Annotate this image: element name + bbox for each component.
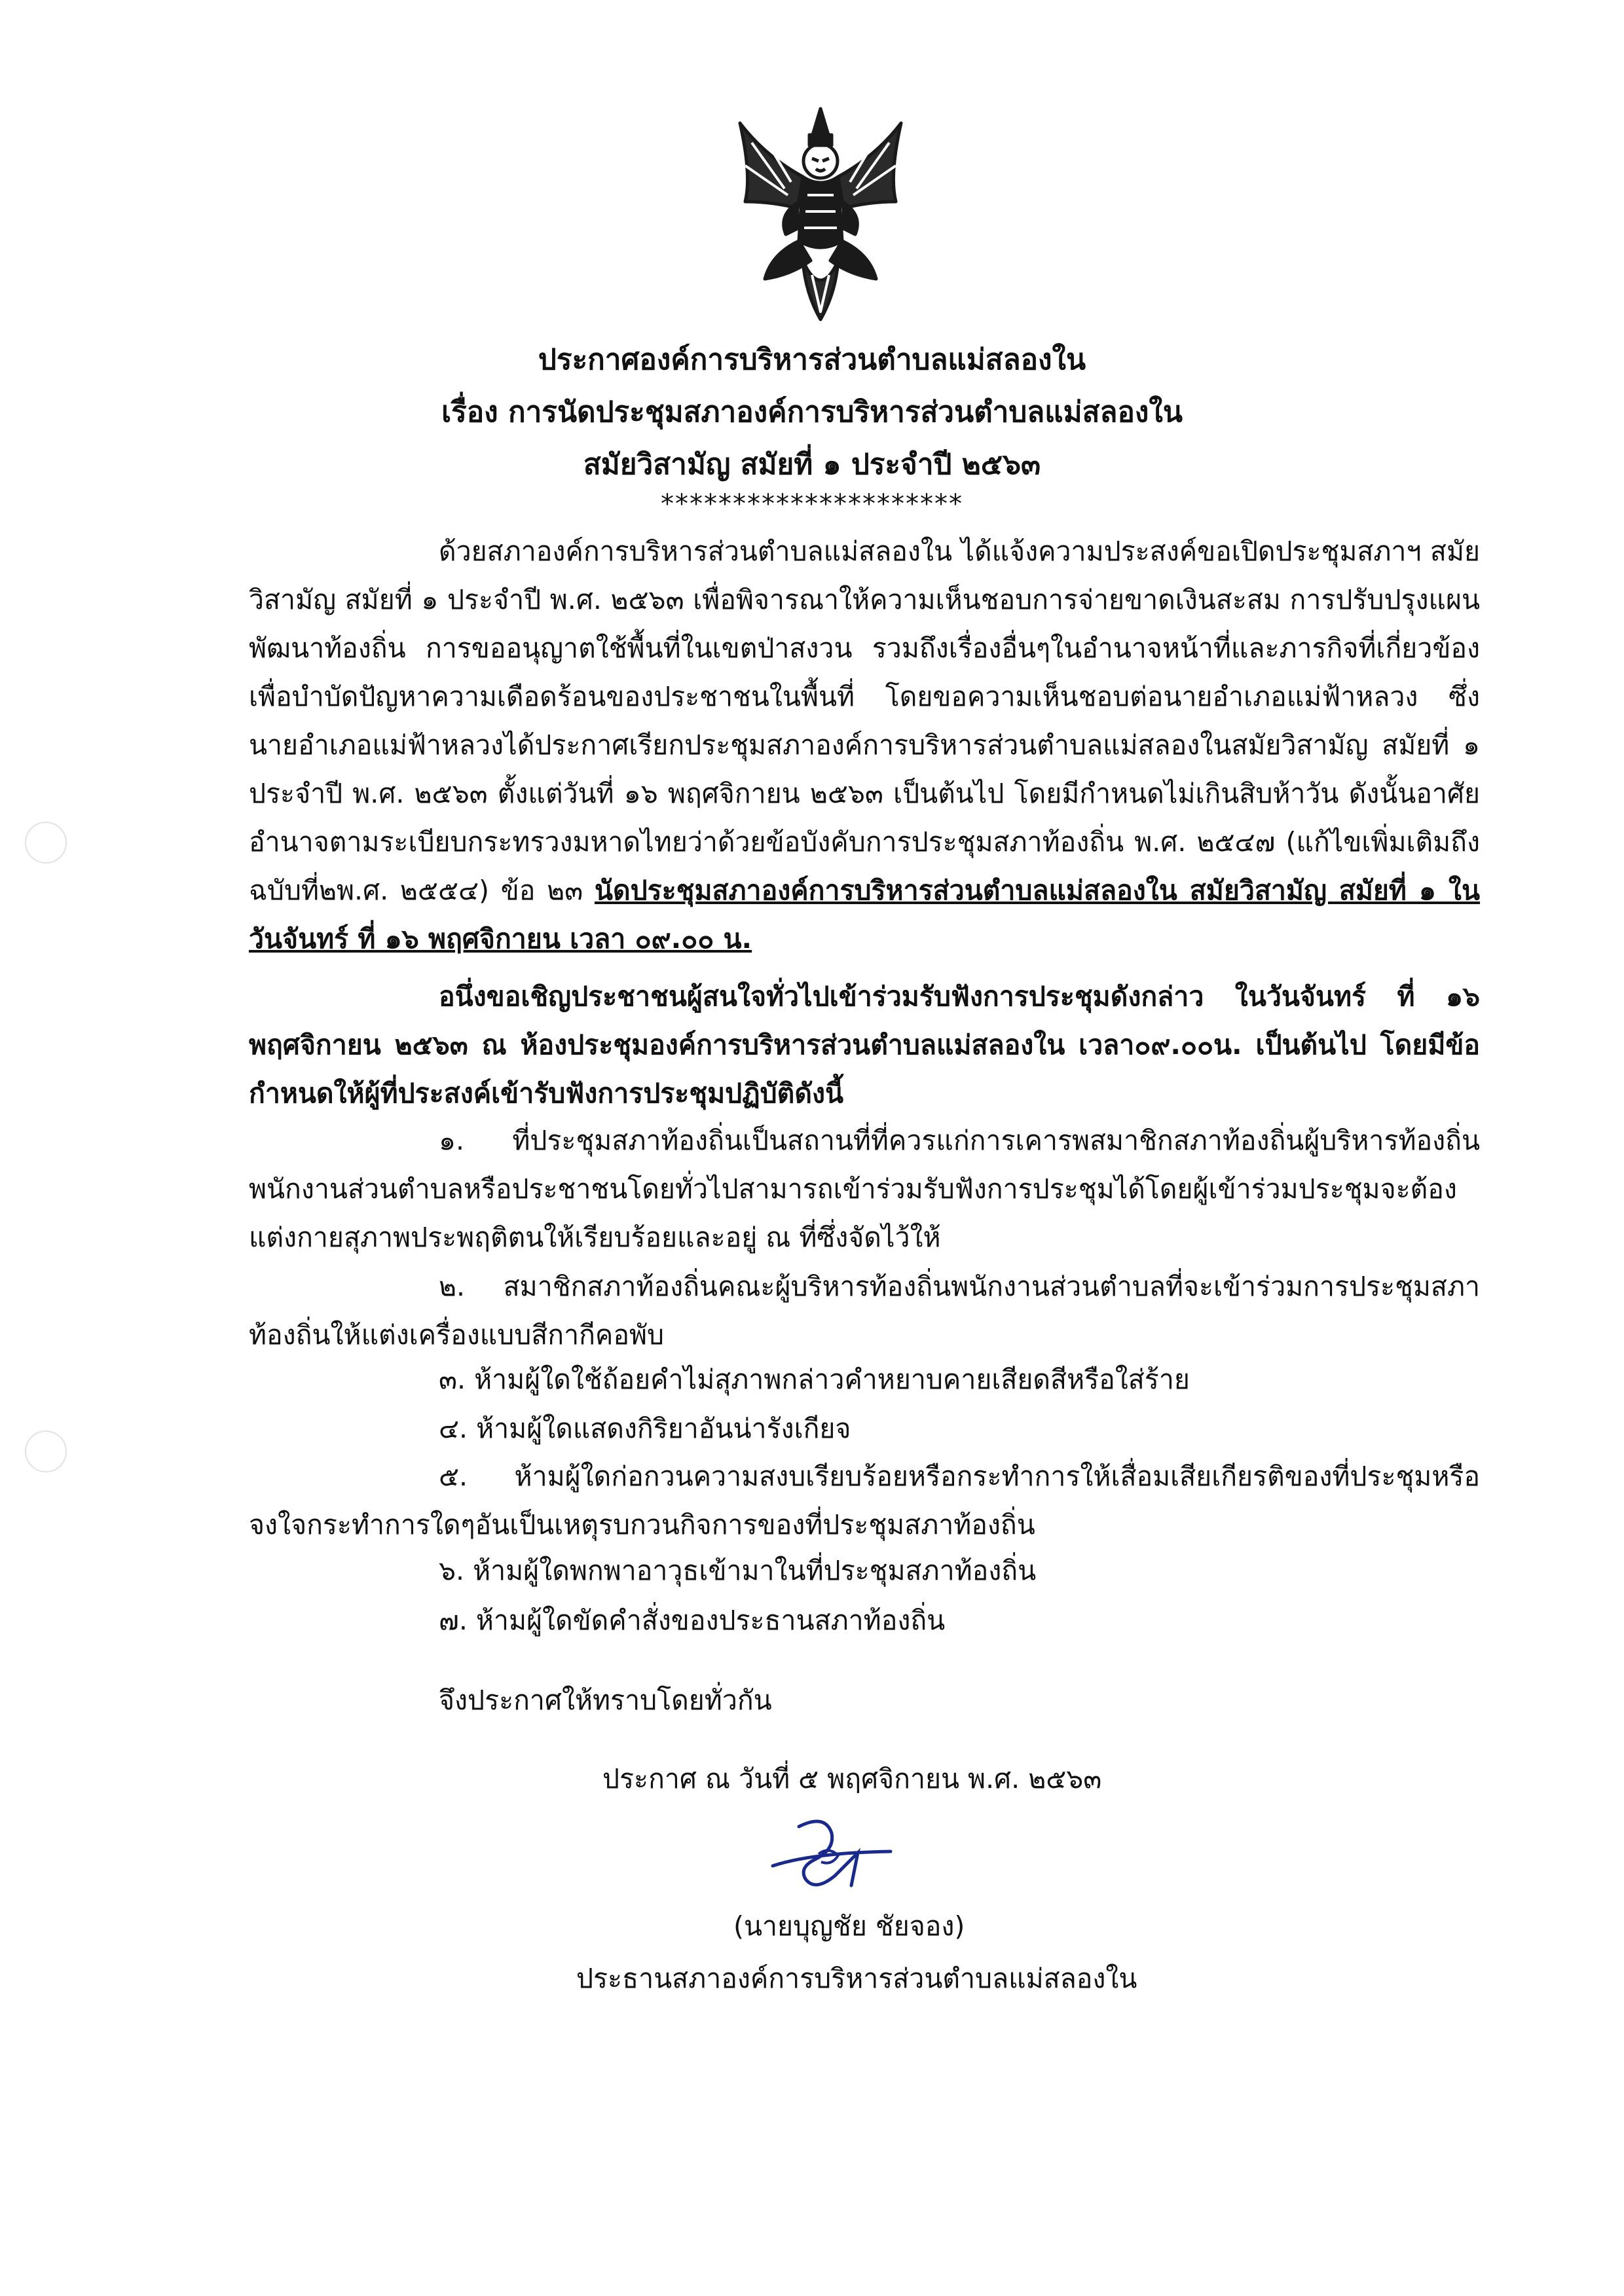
announcement-title: ประกาศองค์การบริหารส่วนตำบลแม่สลองใน [538,343,1086,376]
rule-item: ๒. สมาชิกสภาท้องถิ่นคณะผู้บริหารท้องถิ่นพนักงานส่วนตำบลที่จะเข้าร่วมการประชุมสภาท้องถิ่นให้แต่งเครื่องแบบสีกากีคอพับ [249,1271,1480,1351]
announcement-date: ประกาศ ณ วันที่ ๕ พฤศจิกายน พ.ศ. ๒๕๖๓ [602,1763,1102,1795]
invitation-paragraph: อนึ่งขอเชิญประชาชนผู้สนใจทั่วไปเข้าร่วมรับฟังการประชุมดังกล่าว ในวันจันทร์ ที่ ๑๖ พฤศจิกายน ๒๕๖๓ ณ ห้องประชุมองค์การบริหารส่วนตำบลแม่สลองใน เวลา๐๙.๐๐น. เป็นต้นไป โดยมีข้อกำหนดให้ผู้ที่ประสงค์เข้ารับฟังการประชุมปฏิบัติดังนี้ [249,981,1480,1109]
rule-item: ๓. ห้ามผู้ใดใช้ถ้อยคำไม่สุภาพกล่าวคำหยาบคายเสียดสีหรือใส่ร้าย [439,1364,1190,1395]
closing-statement: จึงประกาศให้ทราบโดยทั่วกัน [439,1685,772,1716]
garuda-emblem-icon [726,103,915,326]
announcement-subject: เรื่อง การนัดประชุมสภาองค์การบริหารส่วนตำบลแม่สลองใน [441,395,1183,429]
punch-hole [25,822,67,864]
signer-title: ประธานสภาองค์การบริหารส่วนตำบลแม่สลองใน [576,1963,1137,1994]
signature-mark [753,1813,904,1899]
punch-hole [25,1430,67,1472]
announcement-session: สมัยวิสามัญ สมัยที่ ๑ ประจำปี ๒๕๖๓ [583,448,1041,481]
heading-separator: ********************* [661,489,963,519]
rule-item: ๖. ห้ามผู้ใดพกพาอาวุธเข้ามาในที่ประชุมสภาท้องถิ่น [439,1555,1037,1586]
intro-paragraph [249,527,1480,963]
rule-item: ๕. ห้ามผู้ใดก่อกวนความสงบเรียบร้อยหรือกระทำการให้เสื่อมเสียเกียรติของที่ประชุมหรือจงใจกระทำการใดๆอันเป็นเหตุรบกวนกิจการของที่ประชุมสภาท้องถิ่น [249,1461,1480,1540]
meeting-notice: นัดประชุมสภาองค์การบริหารส่วนตำบลแม่สลองใน สมัยวิสามัญ สมัยที่ ๑ ในวันจันทร์ ที่ ๑๖ พฤศจิกายน เวลา ๐๙.๐๐ น. [249,875,1480,955]
signer-name: (นายบุญชัย ชัยจอง) [733,1910,965,1942]
rule-item: ๑. ที่ประชุมสภาท้องถิ่นเป็นสถานที่ที่ควรแก่การเคารพสมาชิกสภาท้องถิ่นผู้บริหารท้องถิ่น พนักงานส่วนตำบลหรือประชาชนโดยทั่วไปสามารถเข้าร่วมรับฟังการประชุมได้โดยผู้เข้าร่วมประชุมจะต้องแต่งกายสุภาพประพฤติตนให้เรียบร้อยและอยู่ ณ ที่ซึ่งจัดไว้ให้ [249,1125,1480,1253]
rule-item: ๔. ห้ามผู้ใดแสดงกิริยาอันน่ารังเกียจ [439,1413,851,1444]
intro-text: ด้วยสภาองค์การบริหารส่วนตำบลแม่สลองใน ได้แจ้งความประสงค์ขอเปิดประชุมสภาฯ สมัยวิสามัญ สมัยที่ ๑ ประจำปี พ.ศ. ๒๕๖๓ เพื่อพิจารณาให้ความเห็นชอบการจ่ายขาดเงินสะสม การปรับปรุงแผนพัฒนาท้องถิ่น การขออนุญาตใช้พื้นที่ในเขตป่าสงวน รวมถึงเรื่องอื่นๆในอำนาจหน้าที่และภารกิจที่เกี่ยวข้อง เพื่อบำบัดปัญหาความเดือดร้อนของประชาชนในพื้นที่ โดยขอความเห็นชอบต่อนายอำเภอแม่ฟ้าหลวง ซึ่งนายอำเภอแม่ฟ้าหลวงได้ประกาศเรียกประชุมสภาองค์การบริหารส่วนตำบลแม่สลองในสมัยวิสามัญ สมัยที่ ๑ ประจำปี พ.ศ. ๒๕๖๓ ตั้งแต่วันที่ ๑๖ พฤศจิกายน ๒๕๖๓ เป็นต้นไป โดยมีกำหนดไม่เกินสิบห้าวัน ดังนั้นอาศัยอำนาจตามระเบียบกระทรวงมหาดไทยว่าด้วยข้อบังคับการประชุมสภาท้องถิ่น พ.ศ. ๒๕๔๗ (แก้ไขเพิ่มเติมถึงฉบับที่๒พ.ศ. ๒๕๕๔) ข้อ ๒๓ [249,536,1480,906]
rule-item: ๗. ห้ามผู้ใดขัดคำสั่งของประธานสภาท้องถิ่น [439,1605,946,1636]
